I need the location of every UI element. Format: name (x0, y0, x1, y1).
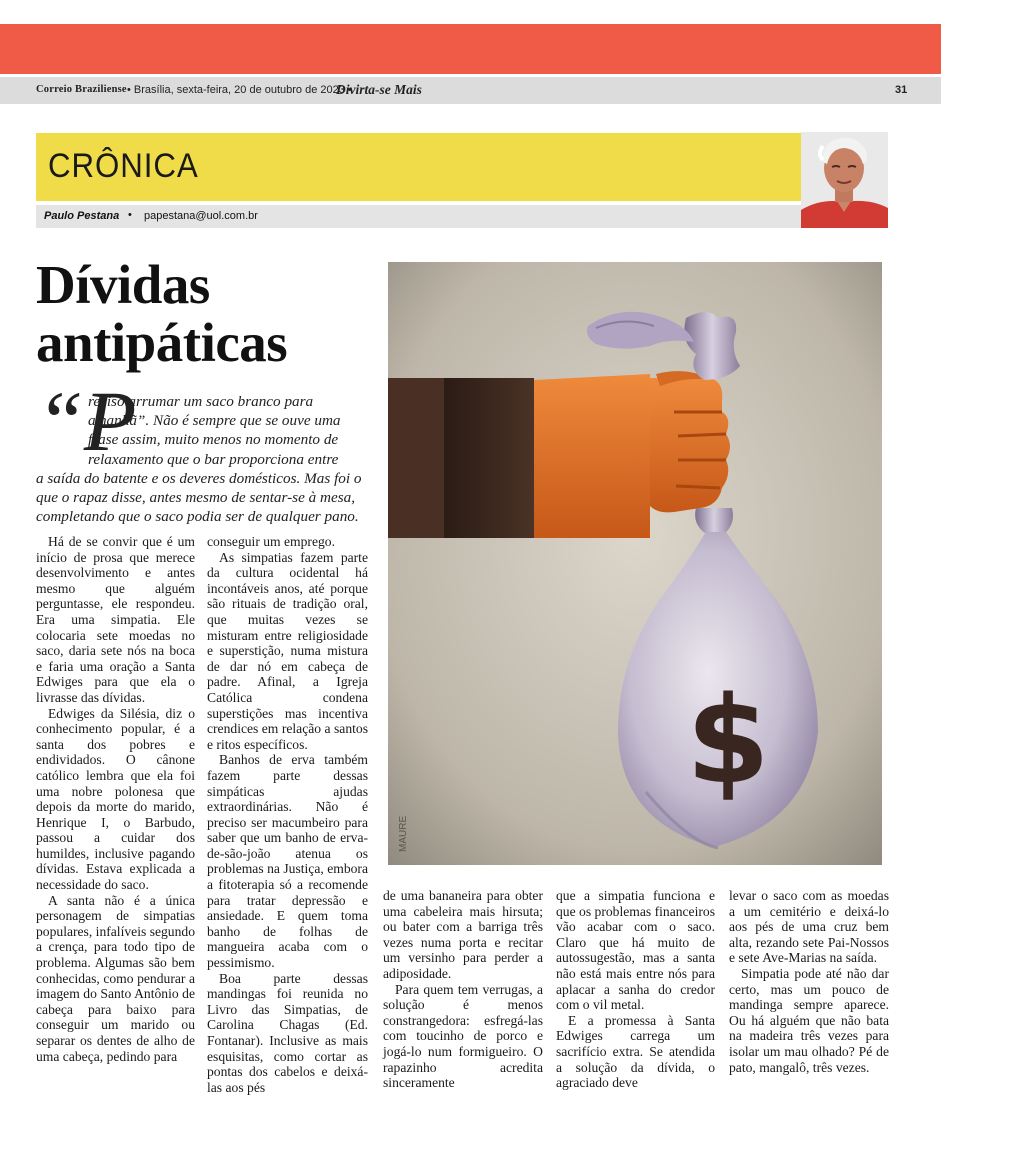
paragraph: conseguir um emprego. (207, 534, 335, 549)
column-kicker: CRÔNICA (48, 147, 199, 185)
headline-line-2: antipáticas (36, 312, 288, 373)
paragraph: de uma bananeira para obter uma cabeleira mais hirsuta; ou bater com a barriga três vezes numa porta e recitar um versinho para perder a adiposidade. (383, 888, 543, 981)
lede-line: amanhã”. Não é sempre que se ouve uma (88, 412, 341, 430)
lede-dropcap: “P (36, 373, 137, 469)
top-color-bar (0, 24, 941, 74)
paragraph: E a promessa à Santa Edwiges carrega um sacrifício extra. Se atendida a solução da dívida, o agraciado deve (556, 1012, 715, 1091)
headline-line-1: Dívidas (36, 254, 210, 315)
article-headline (36, 256, 287, 372)
paragraph: A santa não é a única personagem de simpatias populares, infalíveis segundo a crença, para todo tipo de problema. Algumas são bem conhecidas, como pendurar a imagem do Santo Antônio de cabeça para baixo para conseguir um marido ou separar os dentes de alho de uma cabeça, pedindo para (36, 892, 195, 1064)
article-lede (36, 392, 368, 526)
column-kicker-band (36, 133, 801, 201)
illustration-credit: MAURE (398, 815, 409, 852)
newspaper-name: Correio Braziliense (36, 84, 127, 95)
paragraph: levar o saco com as moedas a um cemitério e deixá-lo aos pés de uma cruz bem alta, rezando sete Pai-Nossos e sete Ave-Marias na saída. (729, 888, 889, 966)
lede-line: relaxamento que o bar proporciona entre (88, 450, 339, 468)
lede-line: a saída do batente e os deveres domésticos. Mas foi o (36, 469, 362, 487)
money-bag-illustration (388, 262, 882, 865)
paragraph: Simpatia pode até não dar certo, mas um pouco de mandinga sempre aparece. Ou há alguém que não bata na madeira três vezes para isolar um mau olhado? Pé de pato, mangalô, três vezes. (729, 965, 889, 1075)
section-name: Divirta-se Mais (336, 82, 422, 97)
page-number: 31 (895, 84, 908, 96)
byline-separator: • (128, 209, 132, 221)
paragraph: As simpatias fazem parte da cultura ocidental há incontáveis anos, até porque são rituais de tradição oral, que muitas vezes se misturam entre religiosidade e superstição, numa mistura de dar nó em cabeça de padre. Afinal, a Igreja Católica condena superstições mas incentiva crendices em relação a santos e ritos específicos. (207, 549, 368, 752)
author-portrait (801, 132, 888, 228)
author-name: Paulo Pestana (44, 210, 120, 222)
lede-line: reciso arrumar um saco branco para (88, 393, 314, 410)
lede-line: completando que o saco podia ser de qualquer pano. (36, 508, 359, 526)
dateline: • Brasília, sexta-feira, 20 de outubro de 2023 • (127, 84, 352, 96)
article-column-3 (383, 888, 543, 1091)
author-email[interactable]: papestana@uol.com.br (144, 210, 258, 222)
article-column-2 (207, 534, 368, 1095)
dollar-sign-icon: $ (686, 672, 770, 811)
paragraph: Edwiges da Silésia, diz o conhecimento popular, é a santa dos pobres e endividados. O cânone católico lembra que ela foi uma nobre polonesa que depois da morte do marido, Henrique I, o Barbudo, passou a cuidar dos humildes, inclusive pagando dívidas. Estava explicada a necessidade do saco. (36, 705, 195, 893)
article-column-5 (729, 888, 889, 1075)
lede-line: frase assim, muito menos no momento de (88, 431, 339, 449)
page-folio-bar (0, 77, 941, 104)
author-photo-icon (801, 132, 888, 228)
article-illustration (388, 262, 882, 865)
paragraph: Há de se convir que é um início de prosa que merece desenvolvimento e antes mesmo que alguém perguntasse, ele respondeu. Era uma simpatia. Ele colocaria sete moedas no saco, daria sete nós na boca e faria uma oração a Santa Edwiges para que ela o livrasse das dívidas. (36, 534, 195, 705)
paragraph: Para quem tem verrugas, a solução é menos constrangedora: esfregá-las com toucinho de porco e jogá-lo num formigueiro. O rapazinho acredita sinceramente (383, 981, 543, 1091)
paragraph: que a simpatia funciona e que os problemas financeiros vão acabar com o saco. Claro que há muito de autossugestão, mas a santa não está mais entre nós para aplacar a sanha do credor com o vil metal. (556, 888, 715, 1013)
lede-line: que o rapaz disse, antes mesmo de sentar-se à mesa, (36, 489, 356, 507)
article-column-1 (36, 534, 195, 1064)
byline-bar (36, 205, 801, 228)
paragraph: Boa parte dessas mandingas foi reunida no Livro das Simpatias, de Carolina Chagas (Ed. Fontanar). Inclusive as mais esquisitas, como cortar as pontas dos cabelos e deixá-las aos pés (207, 970, 368, 1095)
article-column-4 (556, 888, 715, 1091)
paragraph: Banhos de erva também fazem parte dessas simpáticas ajudas extraordinárias. Não é preciso ser macumbeiro para saber que um banho de erva-de-são-joão atenua os problemas na Justiça, embora a fitoterapia só a recomende para tratar depressão e ansiedade. E quem toma banho de folhas de mangueira acaba com o pessimismo. (207, 752, 368, 971)
